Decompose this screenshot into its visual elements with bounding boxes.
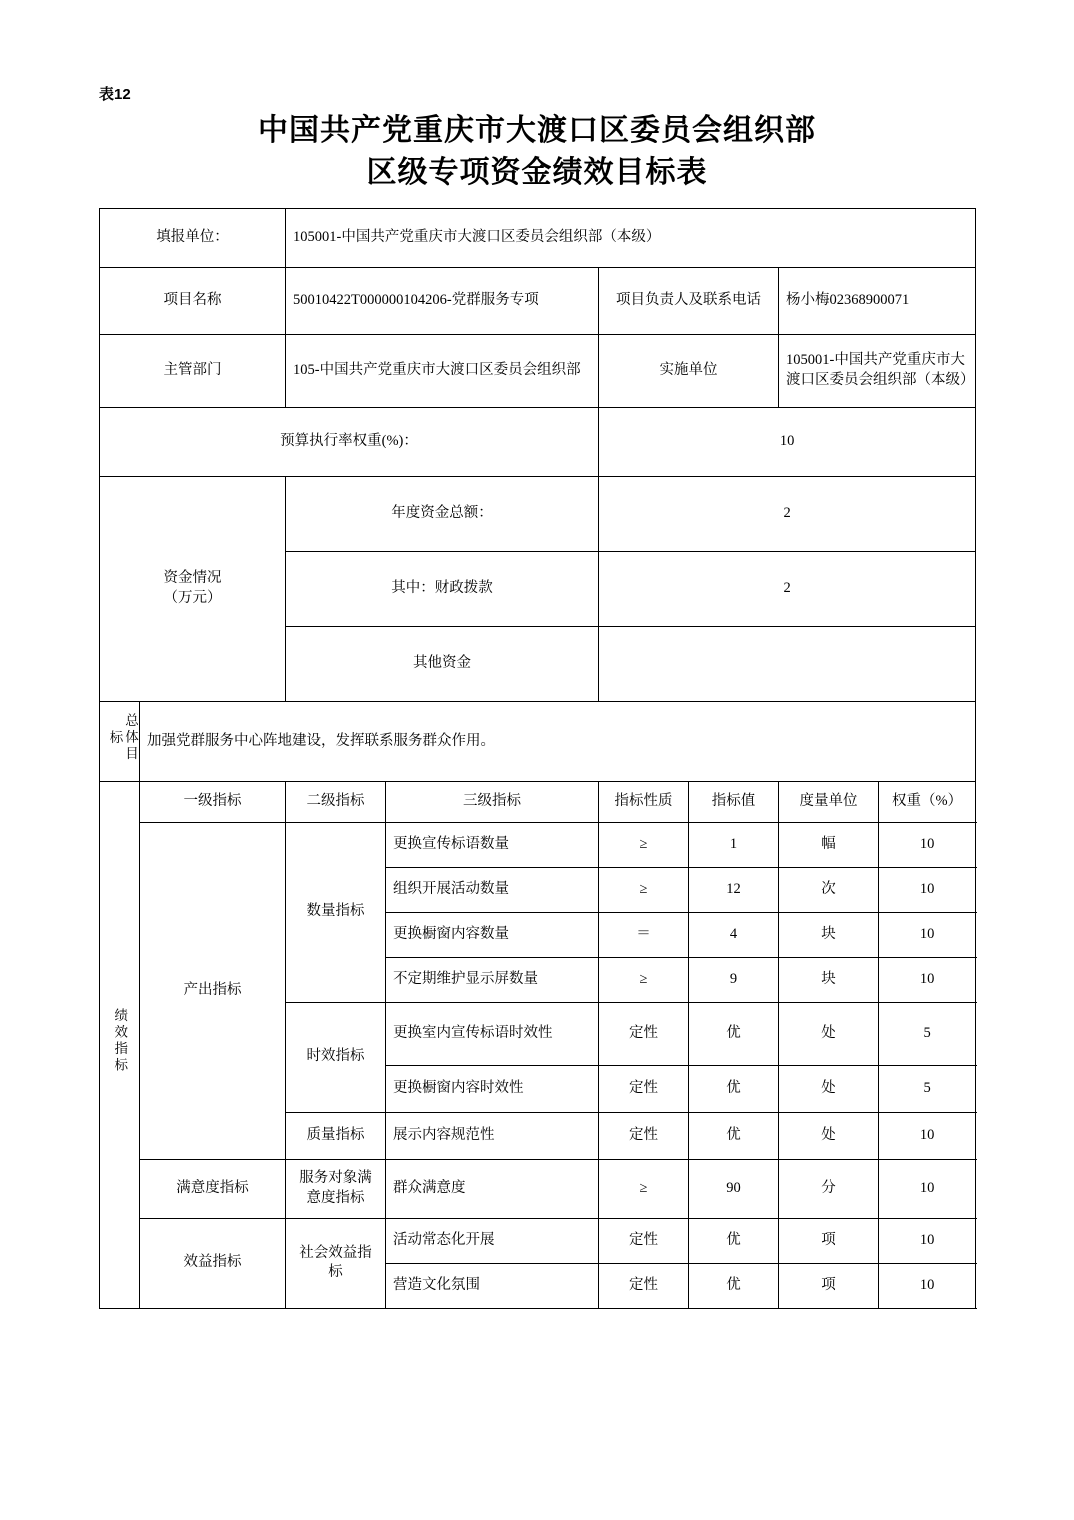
indicator-header-level1: 一级指标 [140, 781, 286, 822]
indicator-value: 优 [689, 1263, 779, 1308]
indicator-level3: 群众满意度 [386, 1159, 599, 1218]
indicator-unit: 处 [779, 1112, 879, 1159]
indicator-value: 9 [689, 957, 779, 1002]
indicator-value: 优 [689, 1218, 779, 1263]
indicator-level2-quantity: 数量指标 [286, 822, 386, 1002]
document-titles [99, 110, 975, 194]
exec-weight-label: 预算执行率权重(%)： [100, 408, 599, 477]
indicator-level1-output: 产出指标 [140, 822, 286, 1159]
table-row [100, 1218, 976, 1263]
indicator-nature: 定性 [599, 1263, 689, 1308]
indicator-nature: ≥ [599, 1159, 689, 1218]
indicator-nature: ≥ [599, 957, 689, 1002]
reporting-unit-value: 105001-中国共产党重庆市大渡口区委员会组织部（本级） [286, 209, 976, 268]
table-row-department [100, 335, 976, 408]
table-row [100, 1159, 976, 1218]
indicator-unit: 项 [779, 1263, 879, 1308]
indicator-header-weight: 权重（%） [879, 781, 976, 822]
indicator-weight: 10 [879, 1218, 976, 1263]
indicator-value: 90 [689, 1159, 779, 1218]
indicator-weight: 10 [879, 822, 976, 867]
funds-label-line1: 资金情况 [163, 570, 222, 587]
performance-label: 绩效指标 [100, 781, 140, 1308]
indicator-level2-timeliness: 时效指标 [286, 1002, 386, 1112]
indicator-header-level3: 三级指标 [386, 781, 599, 822]
indicator-weight: 10 [879, 957, 976, 1002]
indicator-unit: 次 [779, 867, 879, 912]
table-row-funds-total [100, 477, 976, 552]
indicator-weight: 10 [879, 867, 976, 912]
indicator-level3: 更换橱窗内容数量 [386, 912, 599, 957]
indicator-nature: 定性 [599, 1218, 689, 1263]
implementation-unit-value: 105001-中国共产党重庆市大渡口区委员会组织部（本级） [779, 335, 976, 408]
indicator-level3: 更换室内宣传标语时效性 [386, 1002, 599, 1065]
project-name-label: 项目名称 [100, 268, 286, 335]
indicator-value: 1 [689, 822, 779, 867]
indicator-weight: 10 [879, 1112, 976, 1159]
indicator-unit: 项 [779, 1218, 879, 1263]
indicator-level3: 不定期维护显示屏数量 [386, 957, 599, 1002]
indicator-unit: 处 [779, 1002, 879, 1065]
title-line-1: 中国共产党重庆市大渡口区委员会组织部 [258, 114, 816, 147]
table-row [100, 822, 976, 867]
funds-row-label-1: 其中：财政拨款 [286, 552, 599, 627]
indicator-header-value: 指标值 [689, 781, 779, 822]
indicator-level2-service-satisfaction: 服务对象满意度指标 [286, 1159, 386, 1218]
funds-label-line2: （万元） [163, 590, 222, 606]
indicator-value: 4 [689, 912, 779, 957]
funds-row-value-1: 2 [599, 552, 976, 627]
indicator-level3: 展示内容规范性 [386, 1112, 599, 1159]
funds-row-label-2: 其他资金 [286, 627, 599, 702]
overall-goal-label: 总体目标 [100, 702, 140, 782]
project-owner-value: 杨小梅02368900071 [779, 268, 976, 335]
indicator-level3: 活动常态化开展 [386, 1218, 599, 1263]
indicator-level3: 营造文化氛围 [386, 1263, 599, 1308]
funds-row-label-0: 年度资金总额： [286, 477, 599, 552]
funds-row-value-0: 2 [599, 477, 976, 552]
indicator-unit: 块 [779, 957, 879, 1002]
table-row-overall-goal [100, 702, 976, 782]
exec-weight-value: 10 [599, 408, 976, 477]
performance-goal-table [99, 208, 976, 1309]
indicator-nature: 定性 [599, 1065, 689, 1112]
indicator-weight: 10 [879, 912, 976, 957]
indicator-level2-social-benefit: 社会效益指标 [286, 1218, 386, 1308]
indicator-unit: 块 [779, 912, 879, 957]
indicator-value: 12 [689, 867, 779, 912]
indicator-header-unit: 度量单位 [779, 781, 879, 822]
indicator-header-level2: 二级指标 [286, 781, 386, 822]
indicator-value: 优 [689, 1002, 779, 1065]
department-value: 105-中国共产党重庆市大渡口区委员会组织部 [286, 335, 599, 408]
indicator-unit: 分 [779, 1159, 879, 1218]
indicator-nature: ＝ [599, 912, 689, 957]
table-row-reporting-unit [100, 209, 976, 268]
indicator-level2-quality: 质量指标 [286, 1112, 386, 1159]
indicator-nature: ≥ [599, 867, 689, 912]
indicator-weight: 5 [879, 1002, 976, 1065]
indicator-nature: ≥ [599, 822, 689, 867]
indicator-level1-benefit: 效益指标 [140, 1218, 286, 1308]
table-row-exec-weight [100, 408, 976, 477]
project-owner-label: 项目负责人及联系电话 [599, 268, 779, 335]
indicator-weight: 10 [879, 1263, 976, 1308]
indicator-weight: 10 [879, 1159, 976, 1218]
sheet-label: 表12 [99, 86, 131, 103]
overall-goal-value: 加强党群服务中心阵地建设，发挥联系服务群众作用。 [140, 702, 976, 782]
funds-label [100, 477, 286, 702]
indicator-level3: 组织开展活动数量 [386, 867, 599, 912]
table-row-project-name [100, 268, 976, 335]
indicator-value: 优 [689, 1112, 779, 1159]
indicator-header-nature: 指标性质 [599, 781, 689, 822]
indicator-nature: 定性 [599, 1112, 689, 1159]
implementation-unit-label: 实施单位 [599, 335, 779, 408]
indicator-nature: 定性 [599, 1002, 689, 1065]
indicator-level1-satisfaction: 满意度指标 [140, 1159, 286, 1218]
indicator-unit: 幅 [779, 822, 879, 867]
funds-row-value-2 [599, 627, 976, 702]
reporting-unit-label: 填报单位： [100, 209, 286, 268]
indicator-level3: 更换橱窗内容时效性 [386, 1065, 599, 1112]
indicator-value: 优 [689, 1065, 779, 1112]
indicator-unit: 处 [779, 1065, 879, 1112]
indicator-header-row [100, 781, 976, 822]
indicator-weight: 5 [879, 1065, 976, 1112]
indicator-level3: 更换宣传标语数量 [386, 822, 599, 867]
project-name-value: 50010422T000000104206-党群服务专项 [286, 268, 599, 335]
department-label: 主管部门 [100, 335, 286, 408]
title-line-2: 区级专项资金绩效目标表 [366, 156, 708, 189]
